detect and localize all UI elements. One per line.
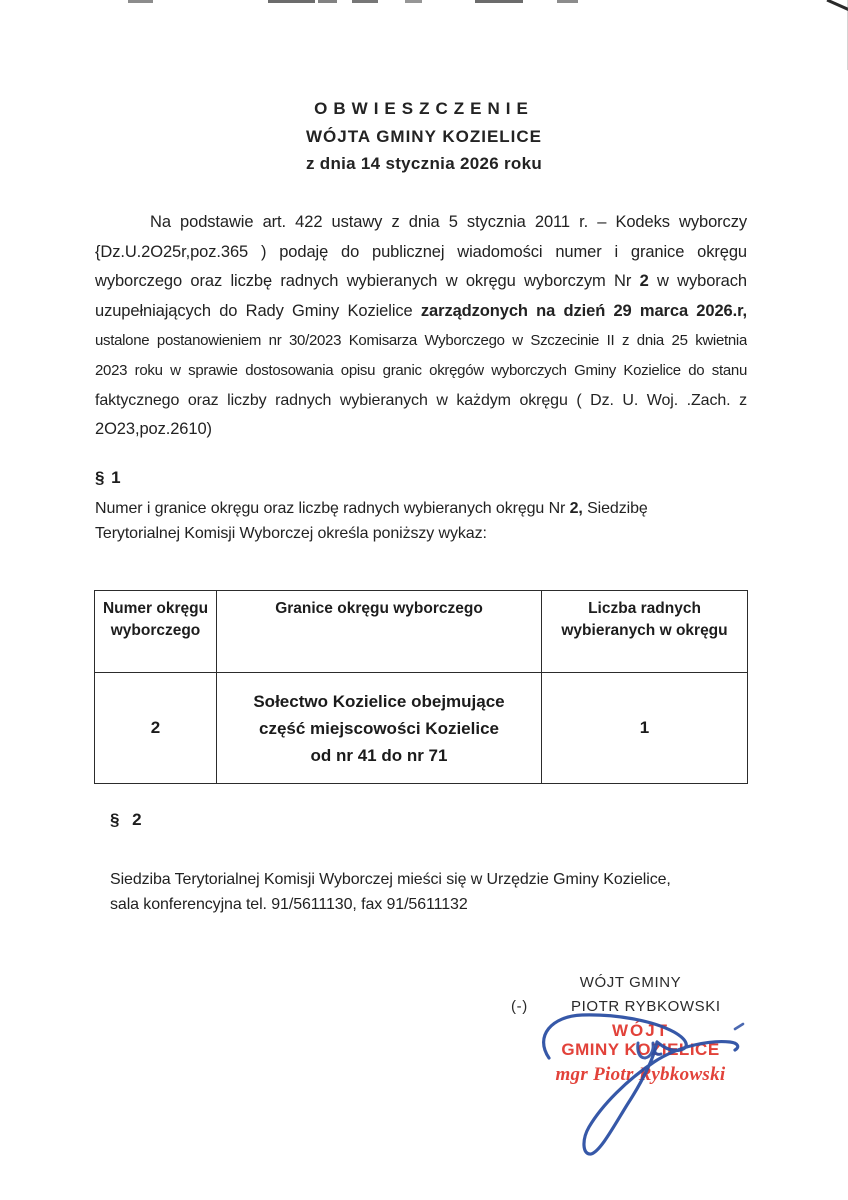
section-2-line-1: Siedziba Terytorialnej Komisji Wyborczej mieści się w Urzędzie Gminy Kozielice,	[110, 871, 671, 888]
title-line-3: z dnia 14 stycznia 2026 roku	[305, 154, 543, 173]
intro-line-4-text: uzupełniających do Rady Gminy Kozielice	[95, 301, 421, 320]
header-councillors-count: Liczba radnych wybieranych w okręgu	[542, 591, 748, 673]
document-title	[0, 95, 848, 178]
scan-artifact	[318, 0, 337, 3]
boundary-line-3: od nr 41 do nr 71	[310, 745, 448, 765]
scan-artifact	[557, 0, 578, 3]
scan-artifact	[268, 0, 315, 3]
section-1-line-1-text: Numer i granice okręgu oraz liczbę radnych wybieranych okręgu Nr	[95, 500, 570, 517]
intro-line-3-text: wyborczego oraz liczbę radnych wybieranych w okręgu wyborczym Nr	[95, 272, 640, 291]
intro-line-5: ustalone postanowieniem nr 30/2023 Komisarza Wyborczego w Szczecinie II z dnia 25 kwietnia	[95, 332, 747, 350]
section-1-line-1-bold: 2,	[569, 500, 583, 517]
intro-line-6: 2023 roku w sprawie dostosowania opisu granic okręgów wyborczych Gminy Kozielice do stanu	[95, 361, 747, 379]
signature-stroke-main	[544, 1015, 738, 1154]
handwritten-signature	[530, 1006, 750, 1176]
section-1-text	[95, 497, 715, 546]
intro-line-4	[95, 297, 747, 327]
signatory-name: PIOTR RYBKOWSKI	[571, 998, 721, 1015]
scan-artifact	[352, 0, 378, 3]
stamp-line-1: WÓJT	[611, 1021, 670, 1040]
section-1-heading: § 1	[95, 468, 122, 487]
cell-constituency-number: 2	[95, 673, 217, 784]
boundary-line-2: część miejscowości Kozielice	[258, 718, 499, 738]
stamp-line-2: GMINY KOZIELICE	[561, 1040, 720, 1059]
table-header-row	[95, 591, 748, 673]
intro-line-8: 2O23,poz.2610)	[95, 420, 212, 439]
title-line-1: OBWIESZCZENIE	[314, 99, 534, 118]
section-1-line-1-tail: Siedzibę	[582, 500, 648, 517]
intro-line-3-tail: w wyborach	[648, 272, 747, 291]
header-constituency-boundaries: Granice okręgu wyborczego	[217, 591, 542, 673]
signatory-office: WÓJT GMINY	[579, 974, 682, 991]
intro-line-4-bold: zarządzonych na dzień 29 marca 2026.r,	[420, 301, 747, 320]
intro-line-1: Na podstawie art. 422 ustawy z dnia 5 stycznia 2011 r. – Kodeks wyborczy	[150, 213, 747, 231]
intro-line-3	[95, 267, 747, 297]
cell-constituency-boundaries	[217, 673, 542, 784]
constituency-table	[94, 590, 748, 784]
intro-paragraph	[95, 208, 747, 445]
section-2-line-2: sala konferencyjna tel. 91/5611130, fax 91/5611132	[110, 895, 468, 913]
section-2-heading: § 2	[110, 810, 146, 829]
boundary-line-1: Sołectwo Kozielice obejmujące	[253, 691, 505, 711]
title-line-2: WÓJTA GMINY KOZIELICE	[305, 126, 543, 146]
cell-councillors-count: 1	[542, 673, 748, 784]
scan-artifact	[827, 0, 848, 12]
scan-artifact	[475, 0, 523, 3]
section-1-line-1	[95, 497, 715, 522]
stamp-line-3: mgr Piotr Rybkowski	[555, 1064, 726, 1085]
table-row	[95, 673, 748, 784]
intro-line-3-bold: 2	[639, 272, 649, 291]
header-constituency-number: Numer okręgu wyborczego	[95, 591, 217, 673]
intro-line-7: faktycznego oraz liczby radnych wybieranych w każdym okręgu ( Dz. U. Woj. .Zach. z	[95, 391, 747, 409]
signed-abbreviation: (-)	[511, 998, 528, 1015]
scan-artifact	[405, 0, 422, 3]
section-1-line-2: Terytorialnej Komisji Wyborczej określa poniższy wykaz:	[95, 524, 487, 542]
intro-line-2: {Dz.U.2O25r,poz.365 ) podaję do publicznej wiadomości numer i granice okręgu	[95, 242, 747, 261]
scan-artifact	[128, 0, 153, 3]
signature-stroke-tick	[735, 1024, 743, 1029]
section-2-text	[110, 868, 750, 917]
